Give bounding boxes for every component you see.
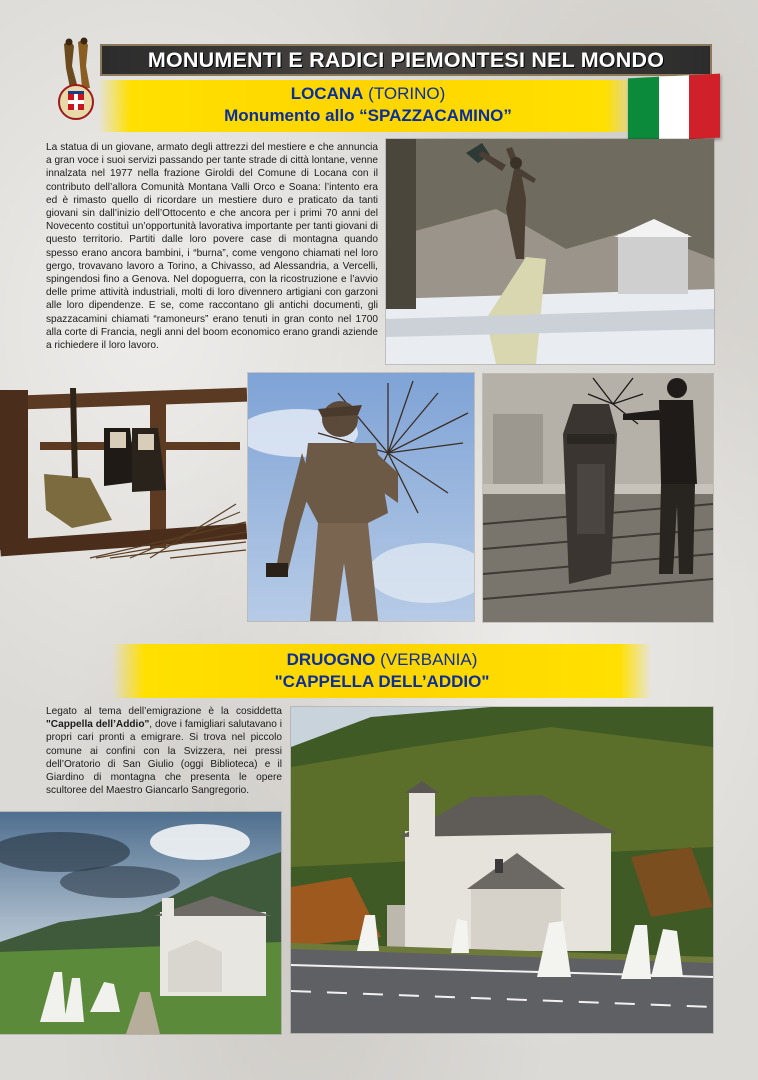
- section2-place-name: DRUOGNO: [286, 650, 376, 669]
- section2-text-rest: , dove i famigliari salutavano i propri cari pronti a emigrare. Si trova nel piccolo comune ai confini con la Svizzera, nei pressi dell’Oratorio di San Giulio (oggi Biblioteca) e il Giardino di montagna che presenta le opere scultoree del Maestro Giancarlo Sangregorio.: [46, 719, 282, 797]
- photo-chimney-sweep-statue-snow: [386, 139, 714, 364]
- flag-green-stripe: [628, 77, 659, 143]
- section2-place: [112, 650, 652, 670]
- section2-subtitle: "CAPPELLA DELL’ADDIO": [274, 672, 490, 691]
- main-title: MONUMENTI E RADICI PIEMONTESI NEL MONDO: [147, 47, 665, 72]
- section1-place: [98, 84, 638, 104]
- photo-chapel-cloudy-sky: [0, 812, 281, 1034]
- section1-place-province: (TORINO): [368, 84, 446, 103]
- section1-subtitle: Monumento allo “SPAZZACAMINO”: [224, 106, 512, 125]
- photo-chimney-sweep-tools: [0, 382, 247, 560]
- photo-statue-closeup-sky: [248, 373, 474, 621]
- section2-body-text: [46, 705, 282, 797]
- section1-body-text: La statua di un giovane, armato degli attrezzi del mestiere e che annuncia a gran voce i suoi servizi passando per tante strade di città lontane, venne innalzata nel 1977 nella frazione Giroldi del Comune di Locana con il contributo dell’allora Comunità Montana Valli Orco e Soana: l’intento era ed è rimasto quello di ricordare un mestiere duro e praticato da tanti giovani sin dall’inizio dell’Ottocento e che ancora per i primi 70 anni del Novecento costituì un’opportunità lavorativa importante per tanti giovani di questo territorio. Partiti dalle loro povere case di montagna quando spesso erano ancora bambini, i “burna”, come vengono chiamati nel loro gergo, trovavano lavoro a Torino, a Chivasso, ad Alessandria, a Vercelli, spingendosi fino a Genova. Nel dopoguerra, con la ricostruzione e l’avvio delle prime attività industriali, molti di loro divennero artigiani con garzoni alle loro dipendenze. E se, come raccontano gli antichi documenti, gli spazzacamini chiamati “ramoneurs” erano tenuti in gran conto nel 1700 alla corte di Francia, negli anni del boom economico erano grandi aziende a richiedere il loro lavoro.: [46, 142, 378, 352]
- section1-place-name: LOCANA: [290, 84, 364, 103]
- section2-title-band: [112, 644, 652, 698]
- main-title-banner: [100, 44, 712, 76]
- section1-title-band: [98, 80, 638, 132]
- italian-flag: [628, 74, 720, 143]
- photo-vintage-chimney-sweep: [483, 374, 713, 622]
- association-logo: [48, 36, 104, 122]
- flag-white-stripe: [659, 75, 690, 141]
- photo-chapel-roadside-autumn: [291, 707, 713, 1033]
- section2-text-intro: Legato al tema dell’emigrazione è la cosiddetta: [46, 706, 282, 717]
- flag-red-stripe: [689, 74, 720, 140]
- section2-place-province: (VERBANIA): [380, 650, 478, 669]
- section2-text-highlight: "Cappella dell’Addio": [46, 719, 150, 731]
